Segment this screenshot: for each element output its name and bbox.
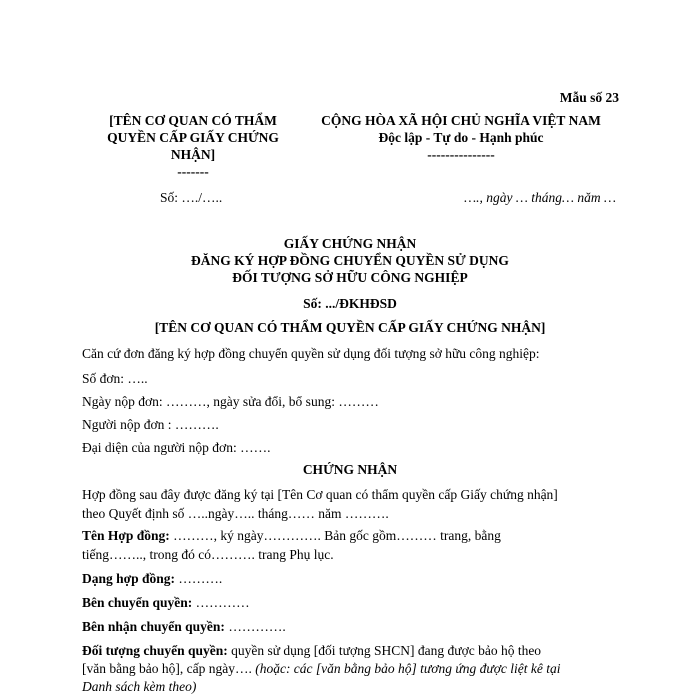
transfer-object-label: Đối tượng chuyển quyền: <box>82 643 228 658</box>
transferor-row <box>82 595 622 612</box>
transferee-label: Bên nhận chuyển quyền: <box>82 619 225 634</box>
transferee-value: …………. <box>224 619 286 634</box>
transfer-object-continued <box>82 661 622 678</box>
certificate-title <box>0 236 700 287</box>
date-line: …., ngày … tháng… năm … <box>464 190 616 205</box>
certify-heading: CHỨNG NHẬN <box>302 462 398 477</box>
transferor-label: Bên chuyển quyền: <box>82 595 193 610</box>
agency-name-line: NHẬN] <box>170 146 216 162</box>
issuer-name: [TÊN CƠ QUAN CÓ THẨM QUYỀN CẤP GIẤY CHỨNG NHẬN] <box>154 320 546 335</box>
agency-name-line: QUYỀN CẤP GIẤY CHỨNG <box>107 129 279 145</box>
contract-type-value: ………. <box>175 571 223 586</box>
issuing-agency-block <box>96 113 290 181</box>
applicant: Người nộp đơn : ………. <box>82 417 219 432</box>
title-line: GIẤY CHỨNG NHẬN <box>283 236 417 251</box>
basis-intro: Căn cứ đơn đăng ký hợp đồng chuyển quyền sử dụng đối tượng sở hữu công nghiệp: <box>82 346 540 361</box>
registration-number: Số: .../ĐKHĐSD <box>303 296 397 311</box>
nation-motto: Độc lập - Tự do - Hạnh phúc <box>378 129 544 145</box>
national-header <box>303 113 619 164</box>
transfer-object-value-2: [văn bằng bảo hộ], cấp ngày…. <box>82 661 256 676</box>
contract-name-row <box>82 528 622 545</box>
agency-name-line: [TÊN CƠ QUAN CÓ THẨM <box>109 113 277 128</box>
nation-name: CỘNG HÒA XÃ HỘI CHỦ NGHĨA VIỆT NAM <box>321 113 601 128</box>
filing-date: Ngày nộp đơn: ………, ngày sửa đổi, bổ sung: ……… <box>82 394 379 409</box>
transferor-value: ………… <box>192 595 250 610</box>
transfer-object-row <box>82 643 622 660</box>
form-number: Mẫu số 23 <box>559 90 619 105</box>
application-number: Số đơn: ….. <box>82 371 148 386</box>
document-number: Số: …./….. <box>160 190 223 205</box>
contract-name-label: Tên Hợp đồng: <box>82 528 170 543</box>
contract-name-continued: tiếng…….., trong đó có………. trang Phụ lục. <box>82 547 334 562</box>
nation-divider: --------------- <box>427 146 495 162</box>
title-line: ĐĂNG KÝ HỢP ĐỒNG CHUYỂN QUYỀN SỬ DỤNG <box>191 252 509 268</box>
certify-text-line: Hợp đồng sau đây được đăng ký tại [Tên Cơ quan có thẩm quyền cấp Giấy chứng nhận] <box>82 487 558 502</box>
transfer-object-note: (hoặc: các [văn bằng bảo hộ] tương ứng được liệt kê tại <box>255 661 561 676</box>
title-line: ĐỐI TƯỢNG SỞ HỮU CÔNG NGHIỆP <box>232 269 468 285</box>
transfer-object-note-continued: Danh sách kèm theo) <box>82 679 197 694</box>
applicant-representative: Đại diện của người nộp đơn: ……. <box>82 440 271 455</box>
certify-text-line: theo Quyết định số …..ngày….. tháng…… năm ………. <box>82 506 389 521</box>
agency-divider: ------- <box>177 163 209 179</box>
contract-type-row <box>82 571 622 588</box>
transferee-row <box>82 619 622 636</box>
transfer-object-value: quyền sử dụng [đối tượng SHCN] đang được bảo hộ theo <box>227 643 542 658</box>
contract-type-label: Dạng hợp đồng: <box>82 571 176 586</box>
contract-name-value: ………, ký ngày…………. Bản gốc gồm……… trang, bằng <box>169 528 501 543</box>
